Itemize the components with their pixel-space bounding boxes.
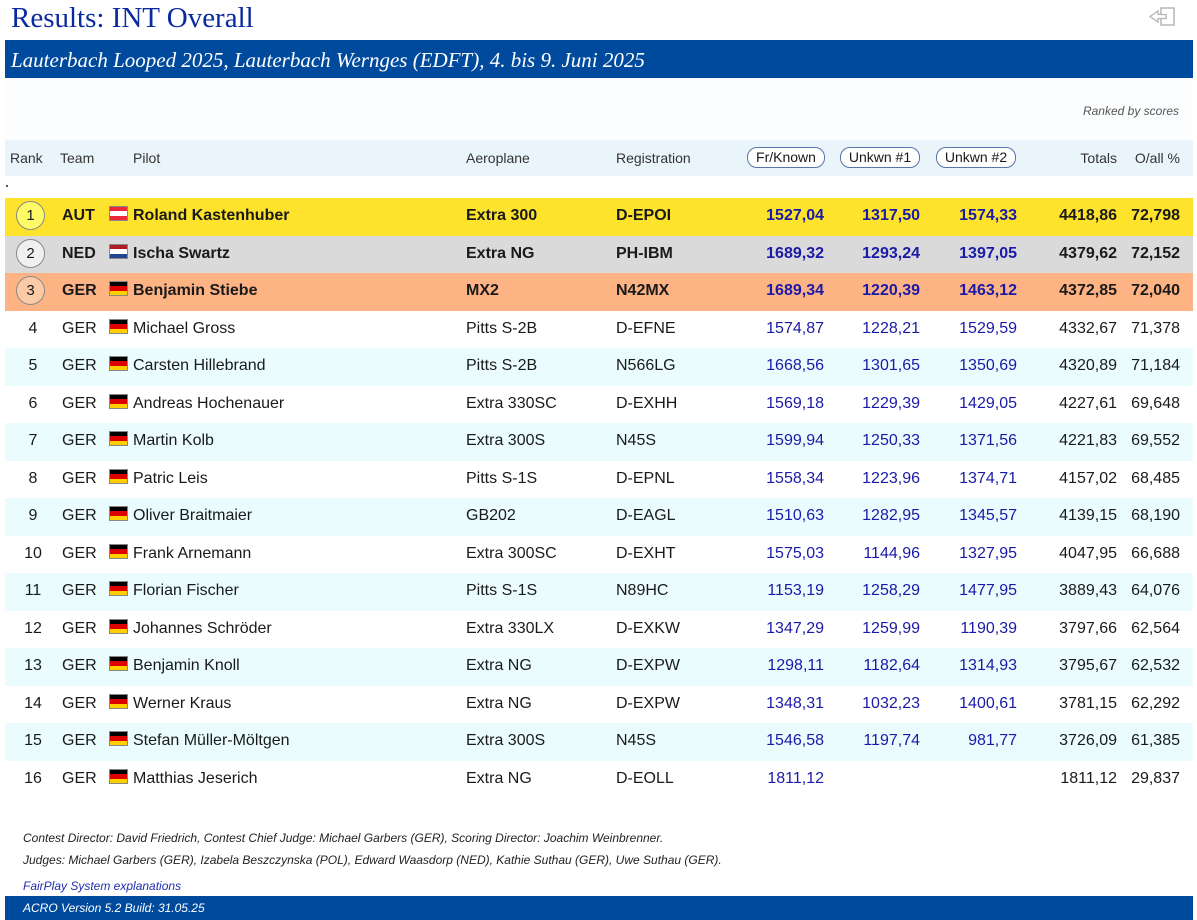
- table-row[interactable]: [5, 236, 1193, 274]
- score-prog2[interactable]: 1182,64: [863, 657, 920, 674]
- score-prog3[interactable]: 1350,69: [959, 357, 1017, 374]
- overall-pct-cell: 69,552: [1131, 432, 1180, 449]
- score-prog3[interactable]: 981,77: [968, 732, 1017, 749]
- flag-ger-icon: [109, 431, 128, 446]
- team-cell: NED: [62, 244, 96, 262]
- col-aeroplane[interactable]: Aeroplane: [466, 150, 530, 166]
- score-prog3[interactable]: 1477,95: [959, 582, 1017, 599]
- registration-cell: D-EPNL: [616, 469, 675, 487]
- officials-text: Contest Director: David Friedrich, Contest Chief Judge: Michael Garbers (GER), Scoring Director: Joachim Weinbrenner.: [23, 831, 664, 845]
- rank-cell: 12: [24, 619, 42, 637]
- rank-cell: 16: [24, 769, 42, 787]
- score-prog1[interactable]: 1298,11: [767, 657, 824, 674]
- team-cell: GER: [62, 544, 97, 562]
- version-bar: [5, 896, 1193, 920]
- aeroplane-cell: GB202: [466, 507, 516, 524]
- score-prog3[interactable]: 1314,93: [959, 657, 1017, 674]
- score-prog3[interactable]: 1397,05: [959, 244, 1017, 262]
- registration-cell: PH-IBM: [616, 244, 673, 262]
- flag-ger-icon: [109, 619, 128, 634]
- team-cell: AUT: [62, 207, 95, 224]
- overall-pct-cell: 61,385: [1131, 732, 1180, 749]
- team-cell: GER: [62, 394, 97, 412]
- flag-ned-icon: [109, 244, 128, 259]
- table-row[interactable]: [5, 536, 1193, 574]
- rank-medal-circle: 3: [16, 276, 45, 305]
- overall-pct-cell: 66,688: [1131, 544, 1180, 562]
- total-cell: 4221,83: [1059, 432, 1117, 449]
- rank-cell: 9: [28, 507, 38, 524]
- pilot-name: Benjamin Stiebe: [133, 282, 258, 299]
- fairplay-link[interactable]: FairPlay System explanations: [23, 879, 182, 893]
- aeroplane-cell: Pitts S-2B: [466, 357, 538, 374]
- aeroplane-cell: Extra 330SC: [466, 394, 557, 412]
- total-cell: 3889,43: [1059, 582, 1117, 599]
- score-prog3[interactable]: 1327,95: [959, 544, 1017, 562]
- registration-cell: D-EAGL: [616, 507, 676, 524]
- table-row[interactable]: [5, 198, 1193, 236]
- table-row[interactable]: [5, 498, 1193, 536]
- rank-medal-circle: 2: [16, 239, 45, 268]
- pilot-name: Benjamin Knoll: [133, 657, 240, 674]
- total-cell: 4320,89: [1059, 357, 1117, 374]
- team-cell: GER: [62, 769, 97, 787]
- total-cell: 4157,02: [1059, 469, 1117, 487]
- score-prog2[interactable]: 1317,50: [862, 207, 920, 224]
- score-prog1[interactable]: 1527,04: [766, 207, 824, 224]
- team-cell: GER: [62, 657, 97, 674]
- pilot-name: Patric Leis: [133, 469, 208, 487]
- score-prog3[interactable]: 1429,05: [959, 394, 1017, 412]
- col-totals[interactable]: Totals: [1080, 150, 1117, 166]
- table-row[interactable]: [5, 573, 1193, 611]
- score-prog2[interactable]: 1282,95: [862, 507, 920, 524]
- registration-cell: N42MX: [616, 282, 670, 299]
- score-prog1[interactable]: 1811,12: [767, 769, 824, 787]
- overall-pct-cell: 72,040: [1131, 282, 1180, 299]
- score-prog1[interactable]: 1689,32: [766, 244, 824, 262]
- table-row[interactable]: [5, 273, 1193, 311]
- overall-pct-cell: 64,076: [1131, 582, 1180, 599]
- table-row[interactable]: [5, 648, 1193, 686]
- flag-ger-icon: [109, 394, 128, 409]
- flag-ger-icon: [109, 731, 128, 746]
- flag-ger-icon: [109, 769, 128, 784]
- rank-cell: 11: [24, 582, 42, 599]
- table-row[interactable]: [5, 311, 1193, 349]
- table-row[interactable]: [5, 423, 1193, 461]
- pilot-name: Frank Arnemann: [133, 544, 252, 562]
- registration-cell: N89HC: [616, 582, 669, 599]
- registration-cell: N566LG: [616, 357, 676, 374]
- pilot-name: Matthias Jeserich: [133, 769, 258, 787]
- score-prog2[interactable]: 1250,33: [862, 432, 920, 449]
- rank-cell: 5: [28, 357, 38, 374]
- col-pilot[interactable]: Pilot: [133, 150, 161, 166]
- aeroplane-cell: Extra 300S: [466, 432, 546, 449]
- total-cell: 4227,61: [1059, 394, 1117, 412]
- registration-cell: D-EFNE: [616, 319, 676, 337]
- col-registration[interactable]: Registration: [616, 150, 691, 166]
- aeroplane-cell: Extra NG: [466, 769, 532, 787]
- score-prog3[interactable]: 1345,57: [959, 507, 1017, 524]
- score-prog1[interactable]: 1599,94: [766, 432, 824, 449]
- score-prog1[interactable]: 1347,29: [766, 619, 824, 637]
- aeroplane-cell: Pitts S-2B: [466, 319, 538, 337]
- aeroplane-cell: Extra 300: [466, 207, 538, 224]
- total-cell: 3726,09: [1059, 732, 1117, 749]
- score-prog2[interactable]: 1259,99: [862, 619, 920, 637]
- score-prog1[interactable]: 1689,34: [766, 282, 824, 299]
- total-cell: 4418,86: [1059, 207, 1117, 224]
- score-prog3[interactable]: 1400,61: [959, 694, 1017, 712]
- flag-ger-icon: [109, 469, 128, 484]
- rank-cell: 8: [28, 469, 38, 487]
- team-cell: GER: [62, 694, 97, 712]
- score-prog2[interactable]: 1293,24: [862, 244, 920, 262]
- pilot-name: Carsten Hillebrand: [133, 357, 266, 374]
- aeroplane-cell: MX2: [466, 282, 499, 299]
- team-cell: GER: [62, 282, 97, 299]
- pilot-name: Michael Gross: [133, 319, 236, 337]
- registration-cell: D-EXHH: [616, 394, 678, 412]
- score-prog1[interactable]: 1668,56: [766, 357, 824, 374]
- col-prog1-button[interactable]: Fr/Known: [747, 147, 825, 168]
- rank-cell: 7: [28, 432, 38, 449]
- score-prog1[interactable]: 1574,87: [766, 319, 824, 337]
- overall-pct-cell: 68,190: [1131, 507, 1180, 524]
- total-cell: 3797,66: [1059, 619, 1117, 637]
- score-prog2[interactable]: 1223,96: [862, 469, 920, 487]
- col-prog3-button[interactable]: Unkwn #2: [936, 147, 1016, 168]
- score-prog3[interactable]: 1529,59: [959, 319, 1017, 337]
- aeroplane-cell: Extra 330LX: [466, 619, 555, 637]
- aeroplane-cell: Extra NG: [466, 694, 532, 712]
- score-prog2[interactable]: 1032,23: [862, 694, 920, 712]
- pilot-name: Werner Kraus: [133, 694, 232, 712]
- registration-cell: D-EXPW: [616, 694, 680, 712]
- rank-cell: 4: [28, 319, 38, 337]
- rank-cell: 13: [24, 657, 42, 674]
- registration-cell: D-EXKW: [616, 619, 680, 637]
- aeroplane-cell: Extra 300S: [466, 732, 546, 749]
- flag-aut-icon: [109, 206, 128, 221]
- table-row[interactable]: [5, 686, 1193, 724]
- score-prog2[interactable]: 1220,39: [862, 282, 920, 299]
- flag-ger-icon: [109, 694, 128, 709]
- aeroplane-cell: Extra NG: [466, 657, 532, 674]
- score-prog1[interactable]: 1546,58: [766, 732, 824, 749]
- pilot-name: Roland Kastenhuber: [133, 207, 290, 224]
- pilot-name: Johannes Schröder: [133, 619, 272, 637]
- col-rank[interactable]: Rank: [10, 150, 43, 166]
- score-prog1[interactable]: 1348,31: [766, 694, 824, 712]
- aeroplane-cell: Extra 300SC: [466, 544, 557, 562]
- event-title: Lauterbach Looped 2025, Lauterbach Wernges (EDFT), 4. bis 9. Juni 2025: [11, 48, 645, 72]
- total-cell: 4047,95: [1059, 544, 1117, 562]
- score-prog2[interactable]: 1197,74: [863, 732, 920, 749]
- team-cell: GER: [62, 732, 97, 749]
- total-cell: 1811,12: [1060, 769, 1117, 787]
- overall-pct-cell: 68,485: [1131, 469, 1180, 487]
- table-row[interactable]: [5, 723, 1193, 761]
- score-prog3[interactable]: 1374,71: [959, 469, 1017, 487]
- pilot-name: Oliver Braitmaier: [133, 507, 253, 524]
- table-row[interactable]: [5, 348, 1193, 386]
- registration-cell: D-EPOI: [616, 207, 672, 224]
- score-prog2[interactable]: 1301,65: [862, 357, 920, 374]
- flag-ger-icon: [109, 506, 128, 521]
- total-cell: 4379,62: [1059, 244, 1117, 262]
- exit-arrow-icon[interactable]: [1148, 6, 1178, 28]
- table-row[interactable]: [5, 386, 1193, 424]
- registration-cell: D-EXPW: [616, 657, 680, 674]
- judges-text: Judges: Michael Garbers (GER), Izabela Beszczynska (POL), Edward Waasdorp (NED), Kathie Suthau (GER), Uwe Suthau (GER).: [23, 853, 722, 867]
- team-cell: GER: [62, 507, 97, 524]
- team-cell: GER: [62, 319, 97, 337]
- score-prog1[interactable]: 1558,34: [766, 469, 824, 487]
- team-cell: GER: [62, 357, 97, 374]
- pilot-name: Florian Fischer: [133, 582, 239, 599]
- table-row[interactable]: [5, 611, 1193, 649]
- flag-ger-icon: [109, 581, 128, 596]
- score-prog3[interactable]: 1463,12: [959, 282, 1017, 299]
- rank-cell: 10: [24, 544, 42, 562]
- overall-pct-cell: 62,564: [1131, 619, 1180, 637]
- overall-pct-cell: 72,798: [1131, 207, 1180, 224]
- aeroplane-cell: Extra NG: [466, 244, 535, 262]
- flag-ger-icon: [109, 656, 128, 671]
- score-prog2[interactable]: 1258,29: [862, 582, 920, 599]
- table-header: [5, 140, 1193, 176]
- aeroplane-cell: Pitts S-1S: [466, 582, 538, 599]
- overall-pct-cell: 29,837: [1131, 769, 1180, 787]
- registration-cell: D-EXHT: [616, 544, 676, 562]
- registration-cell: N45S: [616, 432, 657, 449]
- team-cell: GER: [62, 619, 97, 637]
- table-row[interactable]: [5, 761, 1193, 799]
- rank-cell: 15: [24, 732, 42, 749]
- flag-ger-icon: [109, 356, 128, 371]
- score-prog1[interactable]: 1510,63: [766, 507, 824, 524]
- team-cell: GER: [62, 469, 97, 487]
- team-cell: GER: [62, 582, 97, 599]
- col-prog2-button[interactable]: Unkwn #1: [840, 147, 920, 168]
- total-cell: 3781,15: [1059, 694, 1117, 712]
- overall-pct-cell: 71,378: [1131, 319, 1180, 337]
- pilot-name: Martin Kolb: [133, 432, 214, 449]
- col-overall-pct[interactable]: O/all %: [1134, 150, 1180, 166]
- overall-pct-cell: 62,532: [1131, 657, 1180, 674]
- score-prog3[interactable]: 1190,39: [960, 619, 1017, 637]
- score-prog1[interactable]: 1575,03: [766, 544, 824, 562]
- overall-pct-cell: 71,184: [1131, 357, 1180, 374]
- rank-cell: 14: [24, 694, 42, 712]
- flag-ger-icon: [109, 281, 128, 296]
- version-text: ACRO Version 5.2 Build: 31.05.25: [23, 901, 205, 915]
- score-prog1[interactable]: 1569,18: [766, 394, 824, 412]
- flag-ger-icon: [109, 544, 128, 559]
- rank-medal-circle: 1: [16, 201, 45, 230]
- aeroplane-cell: Pitts S-1S: [466, 469, 538, 487]
- separator-dot: [6, 185, 8, 187]
- overall-pct-cell: 72,152: [1131, 244, 1180, 262]
- score-prog2[interactable]: 1228,21: [862, 319, 920, 337]
- registration-cell: N45S: [616, 732, 657, 749]
- score-prog1[interactable]: 1153,19: [767, 582, 824, 599]
- score-prog3[interactable]: 1574,33: [959, 207, 1017, 224]
- results-table: [5, 198, 1193, 798]
- pilot-name: Ischa Swartz: [133, 244, 230, 262]
- table-row[interactable]: [5, 461, 1193, 499]
- pilot-name: Andreas Hochenauer: [133, 394, 285, 412]
- score-prog3[interactable]: 1371,56: [959, 432, 1017, 449]
- flag-ger-icon: [109, 319, 128, 334]
- total-cell: 4372,85: [1059, 282, 1117, 299]
- overall-pct-cell: 62,292: [1131, 694, 1180, 712]
- registration-cell: D-EOLL: [616, 769, 674, 787]
- total-cell: 3795,67: [1059, 657, 1117, 674]
- event-banner: [5, 40, 1193, 78]
- ranked-note: Ranked by scores: [1082, 104, 1179, 118]
- team-cell: GER: [62, 432, 97, 449]
- ranking-info-bar: [5, 78, 1193, 140]
- col-team[interactable]: Team: [60, 150, 95, 166]
- total-cell: 4139,15: [1059, 507, 1117, 524]
- total-cell: 4332,67: [1059, 319, 1117, 337]
- rank-cell: 6: [28, 394, 38, 412]
- overall-pct-cell: 69,648: [1131, 394, 1180, 412]
- pilot-name: Stefan Müller-Möltgen: [133, 732, 290, 749]
- page-title: Results: INT Overall: [11, 2, 254, 34]
- score-prog2[interactable]: 1144,96: [863, 544, 920, 562]
- score-prog2[interactable]: 1229,39: [862, 394, 920, 412]
